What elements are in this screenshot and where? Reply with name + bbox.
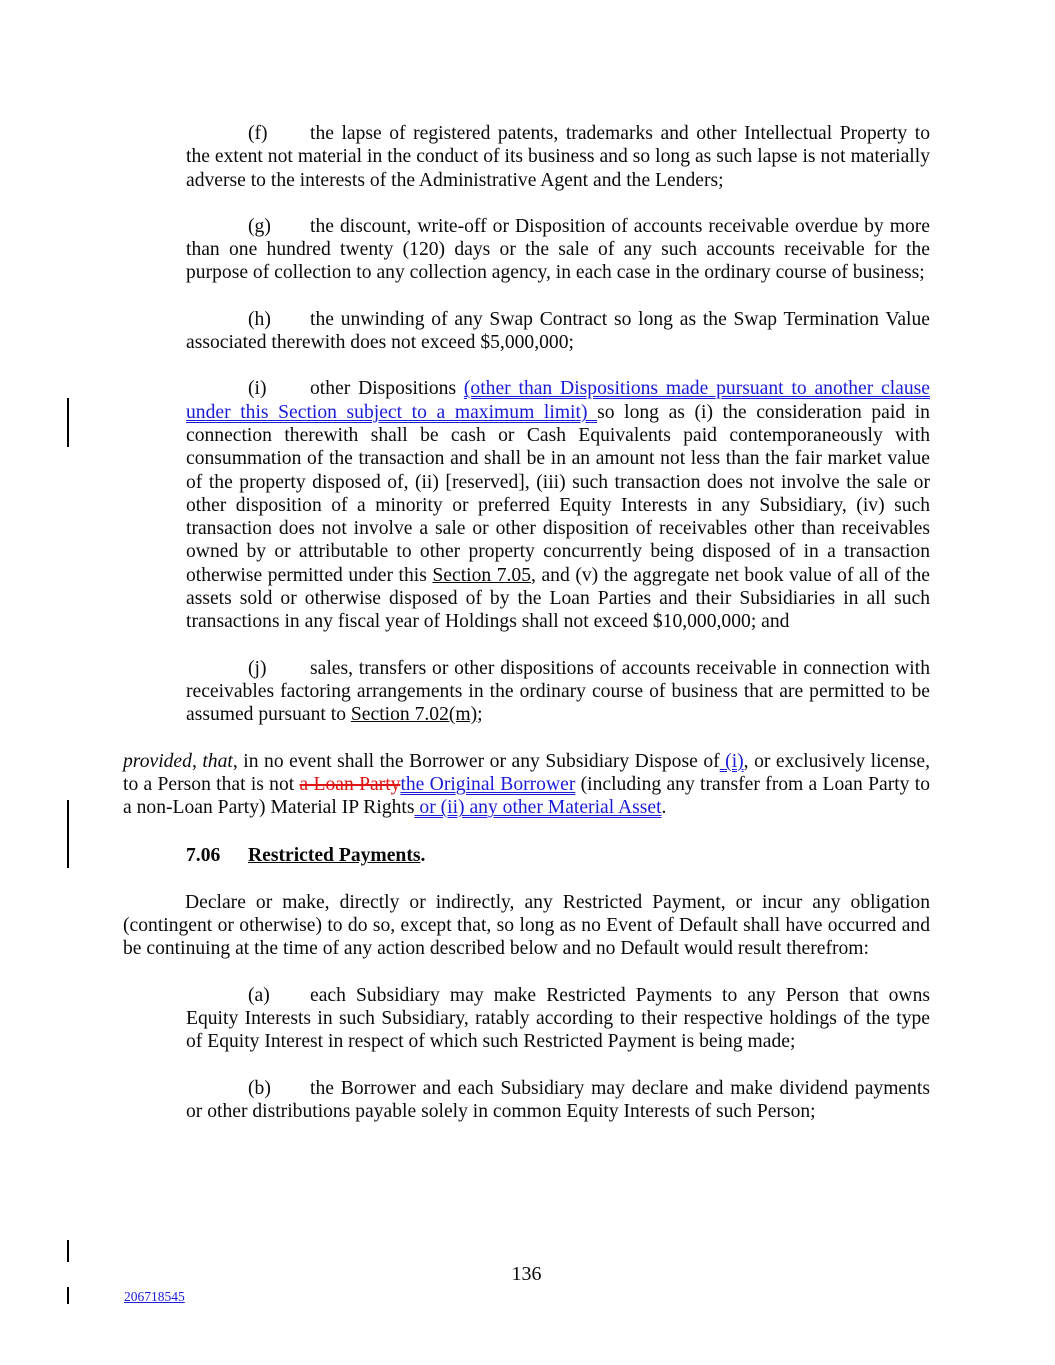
paragraph-section-body-7-06 [123,891,930,961]
body-text: , or exclusively license, to a Person that is not [123,750,930,795]
inserted-text: (i) [719,750,744,772]
clause-label: (i) [248,378,267,400]
document-id-stamp: 206718545 [124,1289,185,1304]
body-text: each Subsidiary may make Restricted Payments to any Person that owns Equity Interests in such Subsidiary, ratably according to their respective holdings of the type of Equity Interest in respect of which such Restricted Payment is being made; [186,984,930,1053]
clause-label: (a) [248,984,270,1006]
revision-change-bar [67,1240,69,1262]
paragraph-section-heading-7-06 [186,844,930,867]
clause-label: (j) [248,657,267,679]
paragraph-clause-a [186,984,930,1054]
body-text: the Borrower and each Subsidiary may declare and make dividend payments or other distributions payable solely in common Equity Interests of such Person; [186,1077,930,1122]
section-title: Restricted Payments [248,845,421,867]
paragraph-clause-g [186,215,930,285]
revision-change-bar [67,800,69,868]
clause-label: (g) [248,215,271,237]
body-text: sales, transfers or other dispositions of accounts receivable in connection with receivables factoring arrangements in the ordinary course of business that are permitted to be assumed pursuant to [186,657,930,726]
body-text: , in no event shall the Borrower or any Subsidiary Dispose of [232,750,720,772]
inserted-text: the Original Borrower [400,773,576,795]
document-body [123,122,930,1123]
page-number: 136 [511,1263,542,1285]
body-text: , [191,750,203,772]
revision-change-bar [67,1287,69,1304]
deleted-text: a Loan Party [299,773,401,795]
body-text: , and (v) the aggregate net book value of all of the assets sold or otherwise disposed of by the Loan Parties and their Subsidiaries in all such transactions in any fiscal year of Holdings shall not exceed $10,000,000; and [186,564,930,633]
paragraph-proviso [123,750,930,820]
italic-text: that [202,750,233,772]
inserted-text: (other than Dispositions made pursuant to another clause under this Section subject to a maximum limit) [186,378,930,423]
body-text: (including any transfer from a Loan Party to a non-Loan Party) Material IP Rights [123,773,930,819]
paragraph-clause-f [186,122,930,192]
body-text: the unwinding of any Swap Contract so long as the Swap Termination Value associated therewith does not exceed $5,000,000; [186,308,930,354]
body-text: ; [477,704,483,726]
section-number: 7.06 [186,845,221,867]
bold-text: . [420,845,426,867]
section-reference: Section 7.05 [432,564,532,586]
paragraph-clause-i [186,377,930,633]
clause-label: (b) [248,1077,271,1099]
italic-text: provided [123,750,192,772]
inserted-text: or (ii) any other Material Asset [414,797,662,819]
clause-label: (h) [248,308,271,330]
paragraph-clause-b [186,1077,930,1124]
body-text: other Dispositions [310,378,464,400]
section-reference: Section 7.02(m) [350,704,478,726]
body-text: . [661,797,667,819]
revision-change-bar [67,398,69,447]
clause-label: (f) [248,123,268,144]
body-text: so long as (i) the consideration paid in connection therewith shall be cash or Cash Equivalents paid contemporaneously with consummation of the transaction and shall be in an amount not less than the fair market value of the property disposed of, (ii) [reserved], (iii) such transaction does not involve the sale or other disposition of a minority or preferred Equity Interests in any Subsidiary, (iv) such transaction does not involve a sale or other disposition of receivables other than receivables owned by or attributable to other property concurrently being disposed of in a transaction otherwise permitted under this [186,401,930,586]
body-text: the discount, write-off or Disposition of accounts receivable overdue by more than one hundred twenty (120) days or the sale of any such accounts receivable for the purpose of collection to any collection agency, in each case in the ordinary course of business; [186,215,930,284]
body-text: Declare or make, directly or indirectly, any Restricted Payment, or incur any obligation (contingent or otherwise) to do so, except that, so long as no Event of Default shall have occurred and be continuing at the time of any action described below and no Default would result therefrom: [123,891,930,960]
body-text: the lapse of registered patents, trademarks and other Intellectual Property to the extent not material in the conduct of its business and so long as such lapse is not materially adverse to the interests of the Administrative Agent and the Lenders; [186,123,930,191]
paragraph-clause-h [186,308,930,355]
paragraph-clause-j [186,657,930,727]
